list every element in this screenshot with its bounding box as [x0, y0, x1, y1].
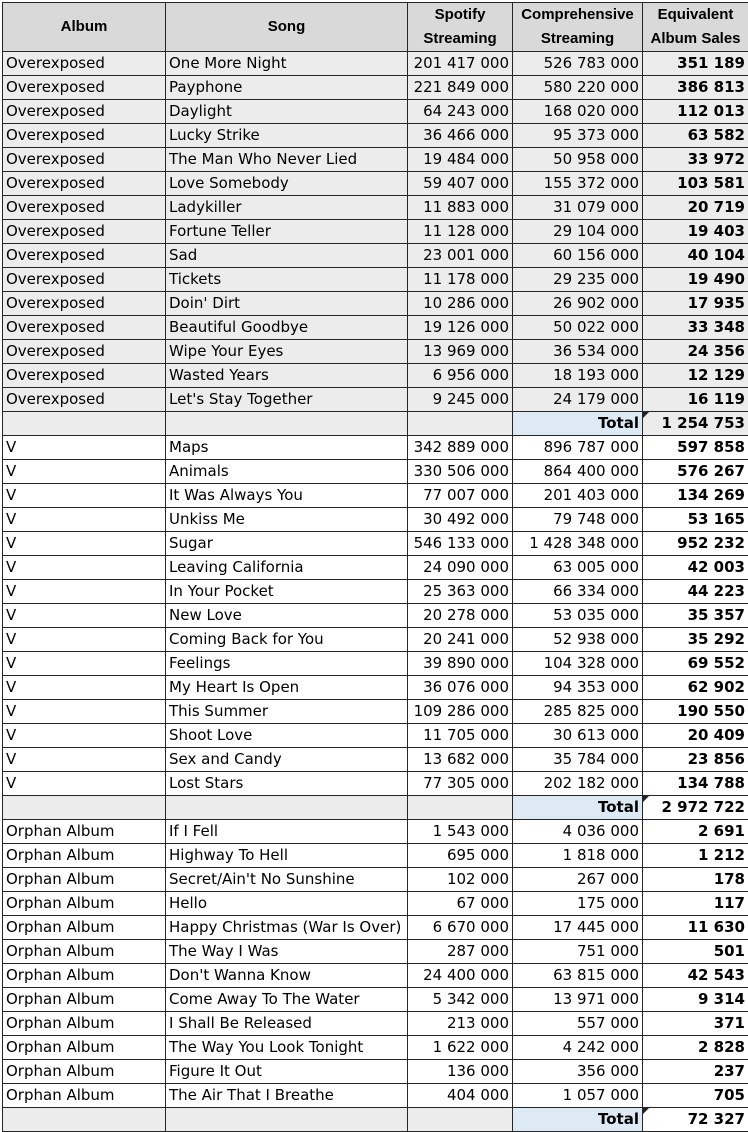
spotify-streaming-cell: 64 243 000	[408, 100, 513, 124]
total-value: 72 327	[643, 1108, 748, 1132]
table-row	[3, 124, 748, 148]
equivalent-album-sales-cell: 24 356	[643, 340, 748, 364]
song-cell: Fortune Teller	[166, 220, 408, 244]
spotify-streaming-cell: 19 484 000	[408, 148, 513, 172]
song-cell: In Your Pocket	[166, 580, 408, 604]
comprehensive-streaming-cell: 13 971 000	[513, 988, 643, 1012]
album-cell: Overexposed	[3, 340, 166, 364]
cell-comment-marker	[643, 1108, 649, 1114]
spotify-streaming-cell: 342 889 000	[408, 436, 513, 460]
album-cell: Overexposed	[3, 268, 166, 292]
equivalent-album-sales-cell: 103 581	[643, 172, 748, 196]
equivalent-album-sales-cell: 17 935	[643, 292, 748, 316]
album-cell: V	[3, 532, 166, 556]
equivalent-album-sales-cell: 2 828	[643, 1036, 748, 1060]
album-cell: Overexposed	[3, 52, 166, 76]
equivalent-album-sales-cell: 42 543	[643, 964, 748, 988]
song-cell: Sugar	[166, 532, 408, 556]
comprehensive-streaming-cell: 36 534 000	[513, 340, 643, 364]
comprehensive-streaming-cell: 26 902 000	[513, 292, 643, 316]
table-row	[3, 340, 748, 364]
comprehensive-streaming-cell: 175 000	[513, 892, 643, 916]
comprehensive-streaming-cell: 285 825 000	[513, 700, 643, 724]
spotify-streaming-cell: 330 506 000	[408, 460, 513, 484]
comprehensive-streaming-cell: 168 020 000	[513, 100, 643, 124]
header-spotify-streaming: Spotify Streaming	[408, 3, 513, 52]
equivalent-album-sales-cell: 20 719	[643, 196, 748, 220]
song-cell: I Shall Be Released	[166, 1012, 408, 1036]
table-row	[3, 364, 748, 388]
song-cell: Tickets	[166, 268, 408, 292]
spotify-streaming-cell: 11 128 000	[408, 220, 513, 244]
total-empty-cell	[408, 412, 513, 436]
spotify-streaming-cell: 5 342 000	[408, 988, 513, 1012]
song-cell: Lucky Strike	[166, 124, 408, 148]
spotify-streaming-cell: 287 000	[408, 940, 513, 964]
album-cell: Orphan Album	[3, 988, 166, 1012]
comprehensive-streaming-cell: 1 818 000	[513, 844, 643, 868]
song-cell: Unkiss Me	[166, 508, 408, 532]
spotify-streaming-cell: 102 000	[408, 868, 513, 892]
spotify-streaming-cell: 20 241 000	[408, 628, 513, 652]
spotify-streaming-cell: 36 466 000	[408, 124, 513, 148]
total-label: Total	[513, 796, 643, 820]
album-cell: Overexposed	[3, 388, 166, 412]
table-row	[3, 604, 748, 628]
equivalent-album-sales-cell: 386 813	[643, 76, 748, 100]
spotify-streaming-cell: 136 000	[408, 1060, 513, 1084]
comprehensive-streaming-cell: 29 104 000	[513, 220, 643, 244]
table-row	[3, 700, 748, 724]
song-cell: Feelings	[166, 652, 408, 676]
table-row	[3, 772, 748, 796]
table-row	[3, 268, 748, 292]
album-cell: Orphan Album	[3, 820, 166, 844]
total-value: 1 254 753	[643, 412, 748, 436]
album-cell: Overexposed	[3, 100, 166, 124]
song-cell: Sad	[166, 244, 408, 268]
equivalent-album-sales-cell: 9 314	[643, 988, 748, 1012]
table-row	[3, 748, 748, 772]
spotify-streaming-cell: 36 076 000	[408, 676, 513, 700]
song-cell: Animals	[166, 460, 408, 484]
album-cell: Overexposed	[3, 364, 166, 388]
table-row	[3, 436, 748, 460]
spotify-streaming-cell: 695 000	[408, 844, 513, 868]
equivalent-album-sales-cell: 44 223	[643, 580, 748, 604]
comprehensive-streaming-cell: 50 022 000	[513, 316, 643, 340]
comprehensive-streaming-cell: 896 787 000	[513, 436, 643, 460]
song-cell: Wasted Years	[166, 364, 408, 388]
total-empty-cell	[166, 412, 408, 436]
song-cell: Beautiful Goodbye	[166, 316, 408, 340]
spotify-streaming-cell: 20 278 000	[408, 604, 513, 628]
song-cell: Happy Christmas (War Is Over)	[166, 916, 408, 940]
song-cell: My Heart Is Open	[166, 676, 408, 700]
comprehensive-streaming-cell: 30 613 000	[513, 724, 643, 748]
table-row	[3, 292, 748, 316]
total-empty-cell	[166, 1108, 408, 1132]
equivalent-album-sales-cell: 134 788	[643, 772, 748, 796]
album-cell: Overexposed	[3, 148, 166, 172]
equivalent-album-sales-cell: 351 189	[643, 52, 748, 76]
comprehensive-streaming-cell: 31 079 000	[513, 196, 643, 220]
spotify-streaming-cell: 30 492 000	[408, 508, 513, 532]
album-cell: V	[3, 508, 166, 532]
song-cell: The Way I Was	[166, 940, 408, 964]
comprehensive-streaming-cell: 52 938 000	[513, 628, 643, 652]
comprehensive-streaming-cell: 356 000	[513, 1060, 643, 1084]
table-row	[3, 868, 748, 892]
album-cell: V	[3, 748, 166, 772]
table-row	[3, 964, 748, 988]
album-cell: V	[3, 628, 166, 652]
table-row	[3, 148, 748, 172]
total-empty-cell	[3, 412, 166, 436]
song-cell: Ladykiller	[166, 196, 408, 220]
table-row	[3, 316, 748, 340]
song-cell: If I Fell	[166, 820, 408, 844]
header-comprehensive-streaming: Comprehensive Streaming	[513, 3, 643, 52]
spotify-streaming-cell: 1 543 000	[408, 820, 513, 844]
table-row	[3, 52, 748, 76]
table-row	[3, 652, 748, 676]
equivalent-album-sales-cell: 35 357	[643, 604, 748, 628]
table-row	[3, 676, 748, 700]
comprehensive-streaming-cell: 29 235 000	[513, 268, 643, 292]
equivalent-album-sales-cell: 16 119	[643, 388, 748, 412]
album-cell: Overexposed	[3, 124, 166, 148]
spotify-streaming-cell: 13 969 000	[408, 340, 513, 364]
album-cell: V	[3, 724, 166, 748]
table-row	[3, 100, 748, 124]
album-cell: Overexposed	[3, 244, 166, 268]
table-row	[3, 844, 748, 868]
total-label: Total	[513, 1108, 643, 1132]
album-cell: Overexposed	[3, 196, 166, 220]
table-row	[3, 460, 748, 484]
comprehensive-streaming-cell: 1 057 000	[513, 1084, 643, 1108]
equivalent-album-sales-cell: 190 550	[643, 700, 748, 724]
total-empty-cell	[166, 796, 408, 820]
comprehensive-streaming-cell: 18 193 000	[513, 364, 643, 388]
spotify-streaming-cell: 109 286 000	[408, 700, 513, 724]
comprehensive-streaming-cell: 1 428 348 000	[513, 532, 643, 556]
table-body	[3, 52, 748, 1132]
comprehensive-streaming-cell: 95 373 000	[513, 124, 643, 148]
spotify-streaming-cell: 67 000	[408, 892, 513, 916]
spotify-streaming-cell: 13 682 000	[408, 748, 513, 772]
comprehensive-streaming-cell: 580 220 000	[513, 76, 643, 100]
equivalent-album-sales-cell: 20 409	[643, 724, 748, 748]
equivalent-album-sales-cell: 40 104	[643, 244, 748, 268]
song-cell: Secret/Ain't No Sunshine	[166, 868, 408, 892]
header-row	[3, 3, 748, 52]
album-cell: V	[3, 580, 166, 604]
spotify-streaming-cell: 201 417 000	[408, 52, 513, 76]
total-value: 2 972 722	[643, 796, 748, 820]
song-cell: Doin' Dirt	[166, 292, 408, 316]
comprehensive-streaming-cell: 79 748 000	[513, 508, 643, 532]
table-row	[3, 892, 748, 916]
song-cell: Figure It Out	[166, 1060, 408, 1084]
album-cell: Orphan Album	[3, 892, 166, 916]
song-cell: Love Somebody	[166, 172, 408, 196]
table-row	[3, 988, 748, 1012]
song-cell: One More Night	[166, 52, 408, 76]
song-cell: The Way You Look Tonight	[166, 1036, 408, 1060]
equivalent-album-sales-cell: 705	[643, 1084, 748, 1108]
song-cell: The Air That I Breathe	[166, 1084, 408, 1108]
album-cell: Orphan Album	[3, 940, 166, 964]
album-cell: V	[3, 772, 166, 796]
spotify-streaming-cell: 9 245 000	[408, 388, 513, 412]
album-cell: Orphan Album	[3, 1060, 166, 1084]
album-cell: Orphan Album	[3, 1084, 166, 1108]
comprehensive-streaming-cell: 17 445 000	[513, 916, 643, 940]
table-row	[3, 1084, 748, 1108]
comprehensive-streaming-cell: 864 400 000	[513, 460, 643, 484]
equivalent-album-sales-cell: 19 490	[643, 268, 748, 292]
comprehensive-streaming-cell: 4 242 000	[513, 1036, 643, 1060]
comprehensive-streaming-cell: 526 783 000	[513, 52, 643, 76]
equivalent-album-sales-cell: 178	[643, 868, 748, 892]
equivalent-album-sales-cell: 2 691	[643, 820, 748, 844]
total-row	[3, 796, 748, 820]
total-empty-cell	[408, 796, 513, 820]
cell-comment-marker	[643, 796, 649, 802]
comprehensive-streaming-cell: 4 036 000	[513, 820, 643, 844]
comprehensive-streaming-cell: 63 005 000	[513, 556, 643, 580]
album-cell: Overexposed	[3, 316, 166, 340]
equivalent-album-sales-cell: 63 582	[643, 124, 748, 148]
equivalent-album-sales-cell: 33 348	[643, 316, 748, 340]
equivalent-album-sales-cell: 112 013	[643, 100, 748, 124]
comprehensive-streaming-cell: 63 815 000	[513, 964, 643, 988]
spotify-streaming-cell: 24 090 000	[408, 556, 513, 580]
equivalent-album-sales-cell: 12 129	[643, 364, 748, 388]
comprehensive-streaming-cell: 94 353 000	[513, 676, 643, 700]
spotify-streaming-cell: 19 126 000	[408, 316, 513, 340]
total-empty-cell	[3, 796, 166, 820]
equivalent-album-sales-cell: 1 212	[643, 844, 748, 868]
total-row	[3, 1108, 748, 1132]
table-row	[3, 172, 748, 196]
comprehensive-streaming-cell: 50 958 000	[513, 148, 643, 172]
song-cell: Don't Wanna Know	[166, 964, 408, 988]
table-row	[3, 196, 748, 220]
song-cell: Leaving California	[166, 556, 408, 580]
spotify-streaming-cell: 24 400 000	[408, 964, 513, 988]
table-row	[3, 388, 748, 412]
table-row	[3, 244, 748, 268]
equivalent-album-sales-cell: 35 292	[643, 628, 748, 652]
table-row	[3, 532, 748, 556]
song-cell: The Man Who Never Lied	[166, 148, 408, 172]
table-row	[3, 76, 748, 100]
equivalent-album-sales-cell: 53 165	[643, 508, 748, 532]
album-cell: V	[3, 700, 166, 724]
table-row	[3, 556, 748, 580]
song-cell: This Summer	[166, 700, 408, 724]
comprehensive-streaming-cell: 53 035 000	[513, 604, 643, 628]
spotify-streaming-cell: 546 133 000	[408, 532, 513, 556]
total-row	[3, 412, 748, 436]
equivalent-album-sales-cell: 23 856	[643, 748, 748, 772]
table-row	[3, 1036, 748, 1060]
cell-comment-marker	[643, 412, 649, 418]
song-cell: Shoot Love	[166, 724, 408, 748]
equivalent-album-sales-cell: 134 269	[643, 484, 748, 508]
equivalent-album-sales-cell: 11 630	[643, 916, 748, 940]
equivalent-album-sales-cell: 501	[643, 940, 748, 964]
album-cell: Orphan Album	[3, 1036, 166, 1060]
spotify-streaming-cell: 11 883 000	[408, 196, 513, 220]
table-row	[3, 940, 748, 964]
album-cell: V	[3, 484, 166, 508]
equivalent-album-sales-cell: 42 003	[643, 556, 748, 580]
table-row	[3, 820, 748, 844]
comprehensive-streaming-cell: 201 403 000	[513, 484, 643, 508]
spotify-streaming-cell: 11 178 000	[408, 268, 513, 292]
album-cell: V	[3, 676, 166, 700]
comprehensive-streaming-cell: 155 372 000	[513, 172, 643, 196]
song-cell: New Love	[166, 604, 408, 628]
spotify-streaming-cell: 77 305 000	[408, 772, 513, 796]
spotify-streaming-cell: 11 705 000	[408, 724, 513, 748]
comprehensive-streaming-cell: 24 179 000	[513, 388, 643, 412]
spotify-streaming-cell: 221 849 000	[408, 76, 513, 100]
total-label: Total	[513, 412, 643, 436]
comprehensive-streaming-cell: 267 000	[513, 868, 643, 892]
song-cell: Coming Back for You	[166, 628, 408, 652]
comprehensive-streaming-cell: 751 000	[513, 940, 643, 964]
album-cell: Overexposed	[3, 292, 166, 316]
equivalent-album-sales-cell: 69 552	[643, 652, 748, 676]
spotify-streaming-cell: 1 622 000	[408, 1036, 513, 1060]
comprehensive-streaming-cell: 35 784 000	[513, 748, 643, 772]
album-cell: V	[3, 604, 166, 628]
song-cell: Lost Stars	[166, 772, 408, 796]
equivalent-album-sales-cell: 117	[643, 892, 748, 916]
table-row	[3, 580, 748, 604]
album-cell: Overexposed	[3, 220, 166, 244]
table-row	[3, 916, 748, 940]
song-cell: It Was Always You	[166, 484, 408, 508]
song-cell: Payphone	[166, 76, 408, 100]
equivalent-album-sales-cell: 33 972	[643, 148, 748, 172]
header-album: Album	[3, 3, 166, 52]
comprehensive-streaming-cell: 557 000	[513, 1012, 643, 1036]
table-row	[3, 220, 748, 244]
song-cell: Wipe Your Eyes	[166, 340, 408, 364]
equivalent-album-sales-cell: 597 858	[643, 436, 748, 460]
album-cell: Orphan Album	[3, 868, 166, 892]
equivalent-album-sales-cell: 576 267	[643, 460, 748, 484]
comprehensive-streaming-cell: 104 328 000	[513, 652, 643, 676]
equivalent-album-sales-cell: 62 902	[643, 676, 748, 700]
equivalent-album-sales-cell: 19 403	[643, 220, 748, 244]
album-cell: V	[3, 436, 166, 460]
song-cell: Highway To Hell	[166, 844, 408, 868]
spotify-streaming-cell: 10 286 000	[408, 292, 513, 316]
table-row	[3, 508, 748, 532]
comprehensive-streaming-cell: 66 334 000	[513, 580, 643, 604]
equivalent-album-sales-cell: 237	[643, 1060, 748, 1084]
spotify-streaming-cell: 404 000	[408, 1084, 513, 1108]
spotify-streaming-cell: 39 890 000	[408, 652, 513, 676]
header-song: Song	[166, 3, 408, 52]
album-cell: Orphan Album	[3, 1012, 166, 1036]
album-cell: Orphan Album	[3, 964, 166, 988]
equivalent-album-sales-cell: 952 232	[643, 532, 748, 556]
spotify-streaming-cell: 6 956 000	[408, 364, 513, 388]
song-cell: Maps	[166, 436, 408, 460]
song-cell: Daylight	[166, 100, 408, 124]
table-row	[3, 1060, 748, 1084]
song-cell: Come Away To The Water	[166, 988, 408, 1012]
spotify-streaming-cell: 6 670 000	[408, 916, 513, 940]
equivalent-album-sales-cell: 371	[643, 1012, 748, 1036]
comprehensive-streaming-cell: 60 156 000	[513, 244, 643, 268]
table-row	[3, 1012, 748, 1036]
total-empty-cell	[408, 1108, 513, 1132]
album-sales-table	[2, 2, 748, 1132]
song-cell: Let's Stay Together	[166, 388, 408, 412]
album-cell: Orphan Album	[3, 844, 166, 868]
header-equivalent-album-sales: Equivalent Album Sales	[643, 3, 748, 52]
total-empty-cell	[3, 1108, 166, 1132]
album-cell: Orphan Album	[3, 916, 166, 940]
album-cell: V	[3, 460, 166, 484]
spotify-streaming-cell: 77 007 000	[408, 484, 513, 508]
spotify-streaming-cell: 213 000	[408, 1012, 513, 1036]
album-cell: V	[3, 652, 166, 676]
album-cell: Overexposed	[3, 76, 166, 100]
album-cell: V	[3, 556, 166, 580]
song-cell: Hello	[166, 892, 408, 916]
comprehensive-streaming-cell: 202 182 000	[513, 772, 643, 796]
spotify-streaming-cell: 59 407 000	[408, 172, 513, 196]
table-row	[3, 724, 748, 748]
spotify-streaming-cell: 23 001 000	[408, 244, 513, 268]
spotify-streaming-cell: 25 363 000	[408, 580, 513, 604]
song-cell: Sex and Candy	[166, 748, 408, 772]
table-row	[3, 628, 748, 652]
table-row	[3, 484, 748, 508]
album-cell: Overexposed	[3, 172, 166, 196]
